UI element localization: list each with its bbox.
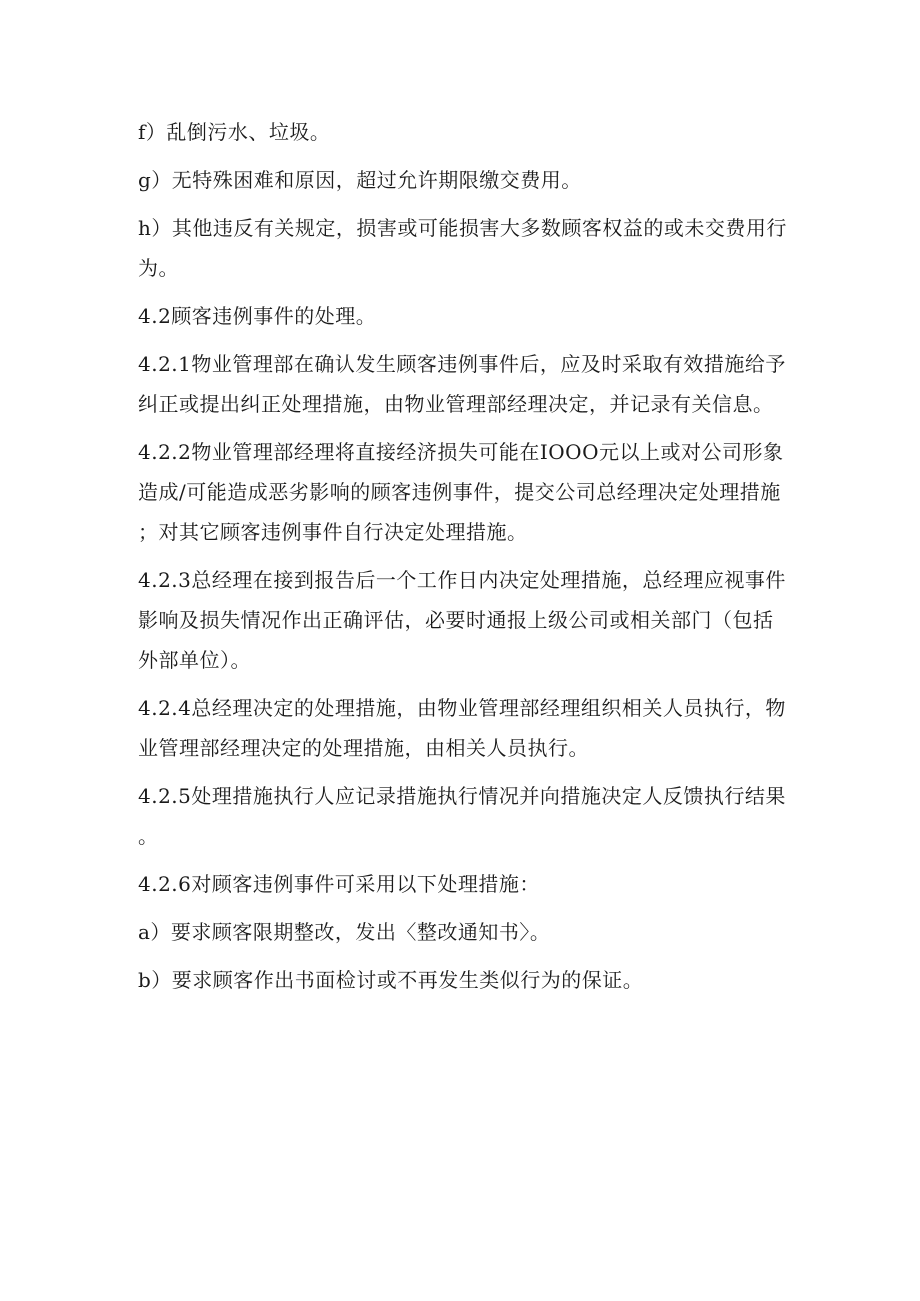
paragraph-4-2-3: 4.2.3总经理在接到报告后一个工作日内决定处理措施，总经理应视事件影响及损失情况作出正确评估，必要时通报上级公司或相关部门（包括外部单位）。	[138, 568, 786, 672]
paragraph-4-2-4: 4.2.4总经理决定的处理措施，由物业管理部经理组织相关人员执行，物业管理部经理决定的处理措施，由相关人员执行。	[138, 696, 786, 760]
paragraph-g: g）无特殊困难和原因，超过允许期限缴交费用。	[138, 168, 582, 192]
document-body	[138, 112, 788, 1008]
paragraph-4-2-2: 4.2.2物业管理部经理将直接经济损失可能在IOOO元以上或对公司形象造成/可能造成恶劣影响的顾客违例事件，提交公司总经理决定处理措施；对其它顾客违例事件自行决定处理措施。	[138, 440, 784, 544]
paragraph-4-2-5: 4.2.5处理措施执行人应记录措施执行情况并向措施决定人反馈执行结果。	[138, 784, 786, 848]
paragraph-4-2-1: 4.2.1物业管理部在确认发生顾客违例事件后，应及时采取有效措施给予纠正或提出纠正处理措施，由物业管理部经理决定，并记录有关信息。	[138, 352, 786, 416]
section-heading-4-2: 4.2顾客违例事件的处理。	[138, 304, 377, 328]
paragraph-h: h）其他违反有关规定，损害或可能损害大多数顾客权益的或未交费用行为。	[138, 216, 787, 280]
paragraph-a: a）要求顾客限期整改，发出〈整改通知书〉。	[138, 920, 551, 944]
paragraph-b: b）要求顾客作出书面检讨或不再发生类似行为的保证。	[138, 968, 644, 992]
paragraph-4-2-6: 4.2.6对顾客违例事件可采用以下处理措施：	[138, 872, 540, 896]
paragraph-f: f）乱倒污水、垃圾。	[138, 120, 331, 144]
